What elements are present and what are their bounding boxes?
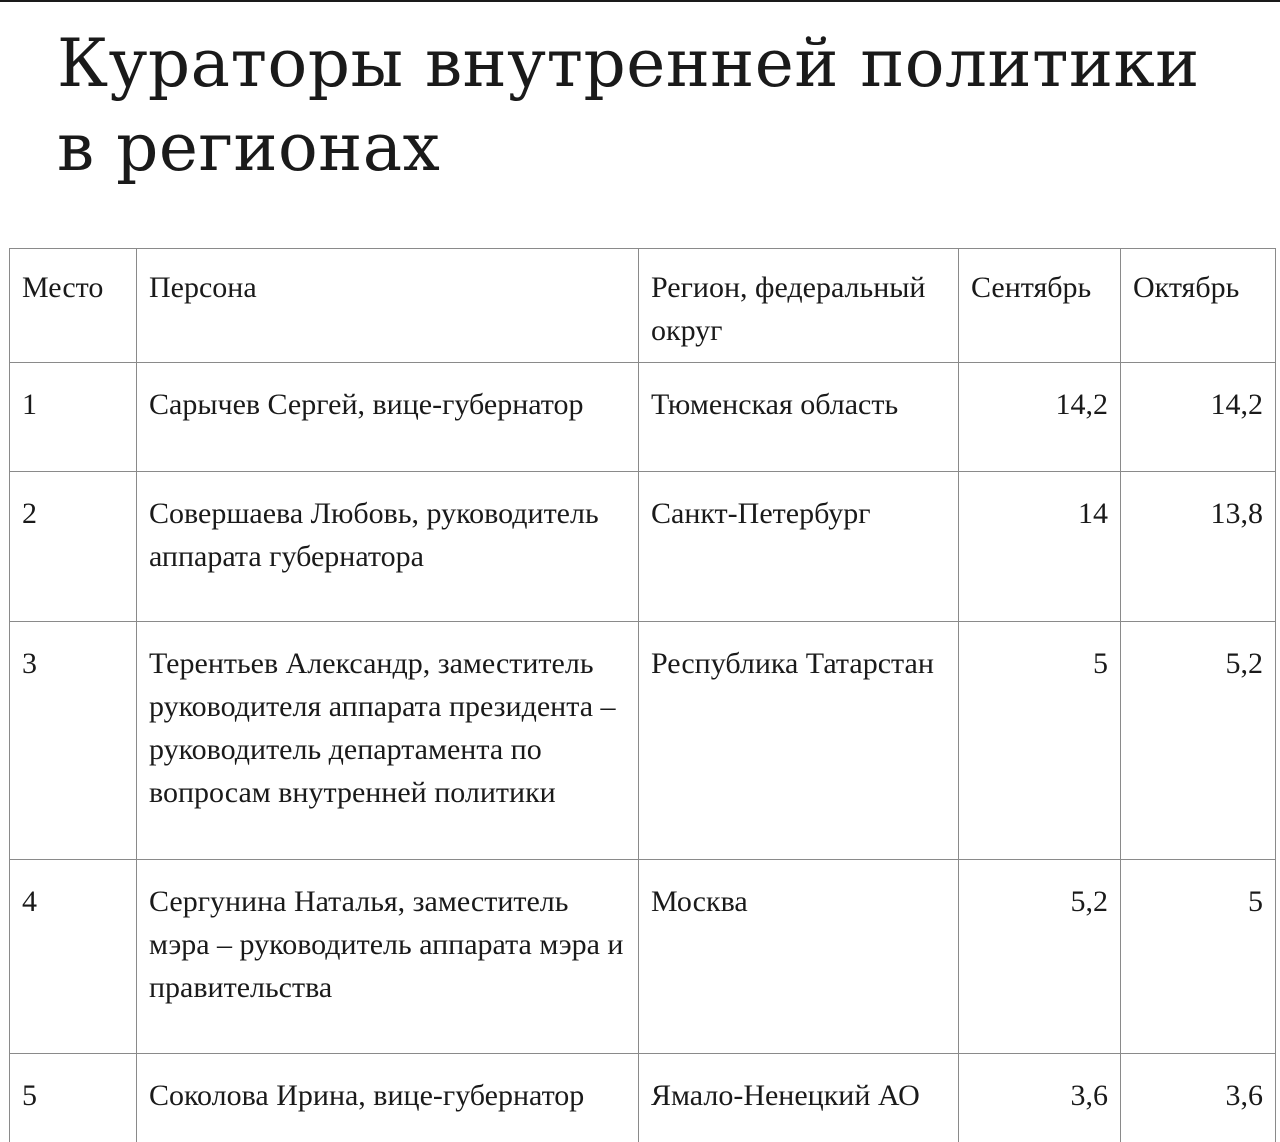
cell-region: Ямало-Ненецкий АО bbox=[639, 1054, 959, 1142]
cell-place: 3 bbox=[10, 622, 137, 860]
cell-september: 5 bbox=[959, 622, 1121, 860]
table-row bbox=[10, 860, 1276, 1054]
table-header-row bbox=[10, 249, 1276, 363]
cell-region: Тюменская область bbox=[639, 363, 959, 472]
cell-region: Республика Татарстан bbox=[639, 622, 959, 860]
cell-september: 14,2 bbox=[959, 363, 1121, 472]
cell-place: 2 bbox=[10, 472, 137, 622]
cell-place: 5 bbox=[10, 1054, 137, 1142]
cell-september: 5,2 bbox=[959, 860, 1121, 1054]
cell-region: Москва bbox=[639, 860, 959, 1054]
top-divider bbox=[0, 0, 1280, 2]
table-row bbox=[10, 622, 1276, 860]
header-october: Октябрь bbox=[1121, 249, 1276, 363]
cell-september: 14 bbox=[959, 472, 1121, 622]
cell-october: 5,2 bbox=[1121, 622, 1276, 860]
cell-person: Терентьев Александр, заместитель руководителя аппарата президента – руководитель департамента по вопросам внутренней политики bbox=[137, 622, 639, 860]
cell-october: 5 bbox=[1121, 860, 1276, 1054]
header-place: Место bbox=[10, 249, 137, 363]
table-row bbox=[10, 1054, 1276, 1142]
header-person: Персона bbox=[137, 249, 639, 363]
rating-table bbox=[9, 248, 1276, 1142]
cell-person: Сарычев Сергей, вице-губернатор bbox=[137, 363, 639, 472]
header-region: Регион, федеральный округ bbox=[639, 249, 959, 363]
page-title: Кураторы внутренней политики в регионах bbox=[57, 25, 1200, 186]
cell-september: 3,6 bbox=[959, 1054, 1121, 1142]
cell-person: Соколова Ирина, вице-губернатор bbox=[137, 1054, 639, 1142]
table-row bbox=[10, 363, 1276, 472]
header-september: Сентябрь bbox=[959, 249, 1121, 363]
cell-october: 13,8 bbox=[1121, 472, 1276, 622]
cell-october: 14,2 bbox=[1121, 363, 1276, 472]
cell-october: 3,6 bbox=[1121, 1054, 1276, 1142]
cell-region: Санкт-Петербург bbox=[639, 472, 959, 622]
table-row bbox=[10, 472, 1276, 622]
cell-place: 1 bbox=[10, 363, 137, 472]
cell-place: 4 bbox=[10, 860, 137, 1054]
cell-person: Сергунина Наталья, заместитель мэра – руководитель аппарата мэра и правительства bbox=[137, 860, 639, 1054]
cell-person: Совершаева Любовь, руководитель аппарата губернатора bbox=[137, 472, 639, 622]
